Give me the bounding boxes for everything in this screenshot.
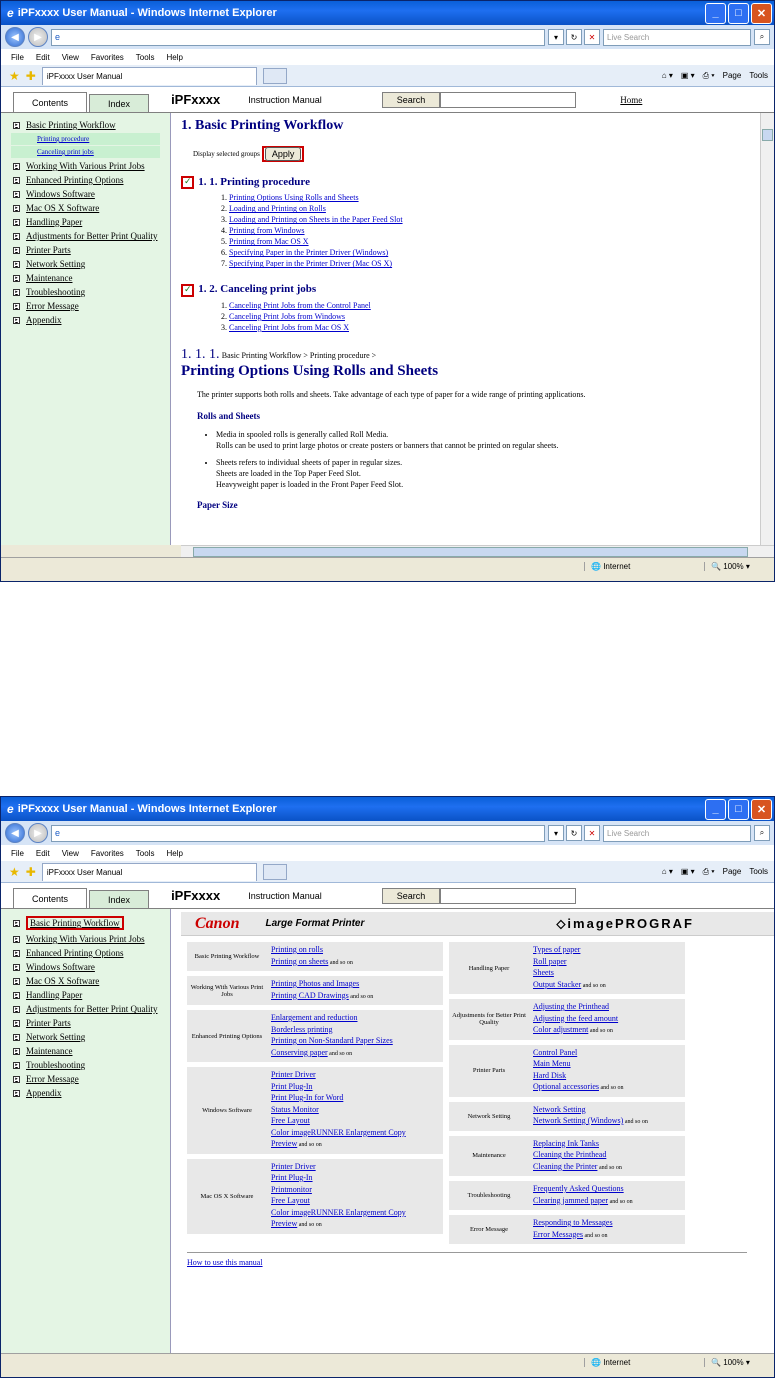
category-link[interactable]: Printing CAD Drawings bbox=[271, 990, 349, 1000]
menu-view[interactable]: View bbox=[61, 848, 79, 858]
expand-icon: ▸ bbox=[13, 1034, 20, 1041]
expand-icon: ▸ bbox=[13, 233, 20, 240]
back-button[interactable]: ◀ bbox=[5, 27, 25, 47]
close-button[interactable]: ✕ bbox=[751, 799, 772, 820]
menu-help[interactable]: Help bbox=[166, 52, 183, 62]
apply-button[interactable]: Apply bbox=[265, 147, 302, 161]
canon-logo: Canon bbox=[195, 914, 240, 932]
address-bar[interactable] bbox=[51, 825, 545, 842]
page-icon: e bbox=[55, 828, 61, 838]
address-toolbar bbox=[1, 821, 774, 845]
category-row bbox=[449, 942, 685, 994]
and-so-on-text: and so on bbox=[588, 1028, 613, 1034]
category-label: Mac OS X Software bbox=[187, 1159, 267, 1234]
expand-icon: ▸ bbox=[13, 303, 20, 310]
category-links bbox=[529, 1102, 685, 1131]
category-link[interactable]: Printer Driver bbox=[271, 1161, 316, 1171]
menu-favorites[interactable]: Favorites bbox=[90, 848, 124, 858]
and-so-on-text: and so on bbox=[581, 982, 606, 989]
sidebar-item-various-jobs[interactable]: ▸ Working With Various Print Jobs bbox=[1, 932, 170, 946]
category-link[interactable]: Print Plug-In bbox=[271, 1081, 313, 1091]
status-internet: 🌐 Internet bbox=[584, 1358, 704, 1367]
category-links bbox=[529, 1181, 685, 1210]
right-category-column bbox=[449, 942, 685, 1244]
category-link[interactable]: Optional accessories bbox=[533, 1082, 599, 1091]
sidebar-item-windows[interactable]: ▸ Windows Software bbox=[1, 960, 170, 974]
category-link[interactable]: Types of paper bbox=[533, 945, 581, 954]
expand-icon: ▸ bbox=[13, 122, 20, 129]
expand-icon: ▸ bbox=[13, 261, 20, 268]
section-2-list bbox=[181, 300, 764, 333]
category-link[interactable]: Print Plug-In bbox=[271, 1173, 313, 1182]
bullet-list: • Media in spooled rolls is generally called Roll Media. Rolls can be used to print large photos or create posters or banners that cannot be printed on regular sheets. • Sheets refers to individual sheets of paper in regular sizes. Sheets are loaded in the Top Paper Feed Slot. Heavyweight paper is loaded in the Front Paper Feed Slot. bbox=[181, 429, 764, 490]
feeds-icon[interactable]: ▣ ▾ bbox=[680, 70, 695, 80]
category-links bbox=[267, 942, 443, 971]
link-loading-rolls[interactable]: Loading and Printing on Rolls bbox=[229, 204, 326, 214]
tab-contents[interactable]: Contents bbox=[13, 92, 87, 112]
window-title: iPFxxxx User Manual - Windows Internet Explorer bbox=[17, 803, 277, 815]
category-link[interactable]: Print Plug-In for Word bbox=[271, 1093, 344, 1102]
sidebar-item-parts[interactable]: ▸ Printer Parts bbox=[1, 243, 170, 257]
category-link[interactable]: Network Setting bbox=[533, 1104, 586, 1114]
category-links bbox=[529, 1045, 685, 1097]
category-row bbox=[449, 1181, 685, 1210]
search-input[interactable]: Live Search bbox=[603, 825, 751, 842]
category-link[interactable]: Adjusting the feed amount bbox=[533, 1013, 619, 1023]
category-link[interactable]: Output Stacker bbox=[533, 979, 582, 989]
expand-icon: ▸ bbox=[13, 247, 20, 254]
category-links bbox=[529, 1136, 685, 1177]
favorites-bar bbox=[1, 65, 774, 87]
category-link[interactable]: Roll paper bbox=[533, 956, 567, 966]
and-so-on-text: and so on bbox=[623, 1119, 648, 1125]
sidebar-item-adjustments[interactable]: ▸ Adjustments for Better Print Quality bbox=[1, 1002, 170, 1016]
link-specifying-windows[interactable]: Specifying Paper in the Printer Driver (Windows) bbox=[229, 248, 389, 258]
category-row bbox=[449, 1102, 685, 1131]
expand-icon: ▸ bbox=[13, 1090, 20, 1097]
category-link[interactable]: Conserving paper bbox=[271, 1047, 328, 1057]
category-link[interactable]: Frequently Asked Questions bbox=[533, 1184, 624, 1193]
title-bar bbox=[1, 1, 774, 25]
link-specifying-mac[interactable]: Specifying Paper in the Printer Driver (Mac OS X) bbox=[229, 259, 393, 269]
sidebar-subitem-printing-procedure[interactable]: Printing procedure bbox=[11, 133, 160, 145]
expand-icon: ▸ bbox=[13, 920, 20, 927]
category-links bbox=[267, 1010, 443, 1062]
link-cancel-panel[interactable]: Canceling Print Jobs from the Control Panel bbox=[229, 300, 371, 310]
main-content bbox=[171, 909, 774, 1353]
imageprograf-logo: ⬦imagePROGRAF bbox=[556, 915, 694, 931]
window-title: iPFxxxx User Manual - Windows Internet Explorer bbox=[17, 7, 277, 19]
refresh-button[interactable]: ↻ bbox=[566, 29, 582, 45]
search-button[interactable]: Search bbox=[382, 888, 441, 904]
address-toolbar bbox=[1, 25, 774, 49]
and-so-on-text: and so on bbox=[608, 1198, 633, 1205]
expand-icon: ▸ bbox=[13, 992, 20, 999]
category-link[interactable]: Preview bbox=[271, 1219, 298, 1228]
category-grid bbox=[181, 936, 774, 1244]
title-bar bbox=[1, 797, 774, 821]
large-format-label: Large Format Printer bbox=[265, 918, 365, 929]
category-row bbox=[449, 1215, 685, 1244]
category-link[interactable]: Color imageRUNNER Enlargement Copy bbox=[271, 1207, 406, 1217]
status-bar bbox=[1, 1353, 774, 1371]
close-button[interactable]: ✕ bbox=[751, 3, 772, 24]
category-link[interactable]: Status Monitor bbox=[271, 1104, 319, 1114]
menu-bar bbox=[1, 49, 774, 65]
category-link[interactable]: Preview bbox=[271, 1139, 298, 1148]
page-menu[interactable]: Page bbox=[722, 70, 742, 80]
page-menu[interactable]: Page bbox=[722, 866, 742, 876]
favorites-star-icon[interactable]: ★ bbox=[9, 68, 20, 83]
menu-edit[interactable]: Edit bbox=[35, 848, 50, 858]
tab-index[interactable]: Index bbox=[89, 890, 149, 908]
category-link[interactable]: Printing on Non-Standard Paper Sizes bbox=[271, 1036, 393, 1045]
and-so-on-text: and so on bbox=[597, 1164, 622, 1171]
print-icon[interactable]: ⎙ ▾ bbox=[702, 70, 715, 80]
ie-window-2 bbox=[0, 796, 775, 1378]
expand-icon: ▸ bbox=[13, 275, 20, 282]
manual-subtitle: Instruction Manual bbox=[248, 94, 322, 105]
category-row bbox=[187, 1010, 443, 1062]
paper-size-heading: Paper Size bbox=[197, 499, 238, 510]
page-title: 1. Basic Printing Workflow bbox=[181, 118, 344, 133]
maximize-button[interactable]: □ bbox=[728, 799, 749, 820]
section-1-list bbox=[181, 192, 764, 269]
main-content bbox=[171, 113, 774, 545]
and-so-on-text: and so on bbox=[582, 1232, 608, 1239]
and-so-on-text: and so on bbox=[348, 993, 374, 1000]
stop-button[interactable]: ✕ bbox=[584, 29, 600, 45]
sidebar-item-windows[interactable]: ▸ Windows Software bbox=[1, 187, 170, 201]
forward-button[interactable]: ▶ bbox=[28, 27, 48, 47]
forward-button[interactable]: ▶ bbox=[28, 823, 48, 843]
manual-search-input[interactable] bbox=[440, 888, 576, 904]
category-row bbox=[449, 1136, 685, 1177]
sidebar bbox=[1, 113, 171, 545]
page-icon: e bbox=[55, 32, 61, 42]
sidebar-item-various-jobs[interactable]: ▸ Working With Various Print Jobs bbox=[1, 159, 170, 173]
section-number: 1. 1. 1. bbox=[181, 346, 220, 362]
category-link[interactable]: Cleaning the Printer bbox=[533, 1161, 598, 1171]
new-tab-button[interactable] bbox=[263, 68, 287, 84]
search-icon[interactable]: ⌕ bbox=[754, 29, 770, 45]
category-label: Printer Parts bbox=[449, 1045, 529, 1097]
link-printing-windows[interactable]: Printing from Windows bbox=[229, 226, 305, 236]
home-link[interactable]: Home bbox=[620, 94, 643, 105]
breadcrumb: Basic Printing Workflow > Printing procedure > bbox=[221, 350, 377, 360]
tab-contents[interactable]: Contents bbox=[13, 888, 87, 908]
hscroll-thumb[interactable] bbox=[193, 547, 748, 557]
add-favorite-icon[interactable]: ✚ bbox=[25, 864, 36, 879]
sidebar-subitem-canceling[interactable]: Canceling print jobs bbox=[11, 146, 160, 158]
group-2-checkbox[interactable] bbox=[181, 284, 194, 297]
tools-menu[interactable]: Tools bbox=[749, 866, 768, 876]
expand-icon: ▸ bbox=[13, 177, 20, 184]
category-link[interactable]: Control Panel bbox=[533, 1047, 578, 1057]
expand-icon: ▸ bbox=[13, 978, 20, 985]
zoom-control[interactable]: 🔍 100% ▾ bbox=[704, 562, 774, 571]
category-label: Adjustments for Better Print Quality bbox=[449, 999, 529, 1040]
address-bar[interactable] bbox=[51, 29, 545, 46]
sidebar-item-adjustments[interactable]: ▸ Adjustments for Better Print Quality bbox=[1, 229, 170, 243]
link-loading-sheets[interactable]: Loading and Printing on Sheets in the Paper Feed Slot bbox=[229, 215, 403, 225]
rolls-heading: Rolls and Sheets bbox=[197, 410, 261, 421]
section-heading: Printing Options Using Rolls and Sheets bbox=[181, 362, 439, 379]
sidebar-item-parts[interactable]: ▸ Printer Parts bbox=[1, 1016, 170, 1030]
home-icon[interactable]: ⌂ ▾ bbox=[661, 70, 673, 80]
category-link[interactable]: Adjusting the Printhead bbox=[533, 1002, 609, 1011]
ie-logo-icon: e bbox=[7, 802, 14, 816]
category-label: Error Message bbox=[449, 1215, 529, 1244]
search-button[interactable]: Search bbox=[382, 92, 441, 108]
category-link[interactable]: Hard Disk bbox=[533, 1070, 567, 1080]
link-cancel-mac[interactable]: Canceling Print Jobs from Mac OS X bbox=[229, 322, 349, 332]
vertical-scrollbar[interactable] bbox=[760, 113, 774, 545]
sidebar-item-basic-printing[interactable]: ▸ Basic Printing Workflow bbox=[1, 118, 170, 132]
category-link[interactable]: Free Layout bbox=[271, 1116, 310, 1125]
section-2-title: 1. 2. Canceling print jobs bbox=[198, 283, 317, 296]
category-row bbox=[449, 999, 685, 1040]
category-link[interactable]: Responding to Messages bbox=[533, 1218, 613, 1227]
and-so-on-text: and so on bbox=[297, 1142, 322, 1148]
category-link[interactable]: Error Messages bbox=[533, 1229, 583, 1239]
search-icon[interactable]: ⌕ bbox=[754, 825, 770, 841]
and-so-on-text: and so on bbox=[598, 1085, 624, 1091]
expand-icon: ▸ bbox=[13, 219, 20, 226]
browser-tab[interactable]: iPFxxxx User Manual bbox=[42, 863, 257, 881]
sidebar-item-troubleshooting[interactable]: ▸ Troubleshooting bbox=[1, 1058, 170, 1072]
sidebar-item-enhanced[interactable]: ▸ Enhanced Printing Options bbox=[1, 946, 170, 960]
category-link[interactable]: Printing on sheets bbox=[271, 956, 329, 966]
category-link[interactable]: Free Layout bbox=[271, 1196, 310, 1205]
favorites-star-icon[interactable]: ★ bbox=[9, 864, 20, 879]
category-link[interactable]: Enlargement and reduction bbox=[271, 1013, 358, 1022]
canon-header bbox=[181, 912, 774, 936]
category-row bbox=[187, 976, 443, 1005]
sidebar-item-error[interactable]: ▸ Error Message bbox=[1, 299, 170, 313]
sidebar-item-appendix[interactable]: ▸ Appendix bbox=[1, 313, 170, 327]
sidebar-item-maintenance[interactable]: ▸ Maintenance bbox=[1, 271, 170, 285]
category-link[interactable]: Clearing jammed paper bbox=[533, 1195, 609, 1205]
category-label: Windows Software bbox=[187, 1067, 267, 1154]
new-tab-button[interactable] bbox=[263, 864, 287, 880]
expand-icon: ▸ bbox=[13, 964, 20, 971]
category-label: Network Setting bbox=[449, 1102, 529, 1131]
display-label: Display selected groups bbox=[193, 150, 260, 158]
menu-view[interactable]: View bbox=[61, 52, 79, 62]
category-link[interactable]: Color adjustment bbox=[533, 1025, 589, 1034]
manual-search-input[interactable] bbox=[440, 92, 576, 108]
sidebar-item-mac[interactable]: ▸ Mac OS X Software bbox=[1, 201, 170, 215]
category-link[interactable]: Printer Driver bbox=[271, 1070, 316, 1079]
category-links bbox=[267, 1067, 443, 1154]
category-label: Basic Printing Workflow bbox=[187, 942, 267, 971]
expand-icon: ▸ bbox=[13, 289, 20, 296]
link-printing-mac[interactable]: Printing from Mac OS X bbox=[229, 237, 309, 247]
sidebar-item-network[interactable]: ▸ Network Setting bbox=[1, 257, 170, 271]
ie-logo-icon: e bbox=[7, 6, 14, 20]
expand-icon: ▸ bbox=[13, 1006, 20, 1013]
back-button[interactable]: ◀ bbox=[5, 823, 25, 843]
expand-icon: ▸ bbox=[13, 317, 20, 324]
category-link[interactable]: Network Setting (Windows) bbox=[533, 1116, 624, 1125]
category-row bbox=[449, 1045, 685, 1097]
sidebar-item-paper[interactable]: ▸ Handling Paper bbox=[1, 215, 170, 229]
category-label: Troubleshooting bbox=[449, 1181, 529, 1210]
link-cancel-windows[interactable]: Canceling Print Jobs from Windows bbox=[229, 311, 345, 321]
status-internet: 🌐 Internet bbox=[584, 562, 704, 571]
category-row bbox=[187, 1067, 443, 1154]
search-input[interactable]: Live Search bbox=[603, 29, 751, 46]
category-link[interactable]: Replacing Ink Tanks bbox=[533, 1138, 599, 1148]
sidebar-item-maintenance[interactable]: ▸ Maintenance bbox=[1, 1044, 170, 1058]
manual-subtitle: Instruction Manual bbox=[248, 890, 322, 901]
minimize-button[interactable]: _ bbox=[705, 799, 726, 820]
document-area bbox=[1, 883, 774, 1353]
address-dropdown-icon[interactable]: ▾ bbox=[548, 29, 564, 45]
how-to-use-link[interactable]: How to use this manual bbox=[187, 1258, 263, 1267]
category-label: Working With Various Print Jobs bbox=[187, 976, 267, 1005]
favorites-bar bbox=[1, 861, 774, 883]
category-label: Maintenance bbox=[449, 1136, 529, 1177]
expand-icon: ▸ bbox=[13, 936, 20, 943]
category-label: Enhanced Printing Options bbox=[187, 1010, 267, 1062]
sidebar-item-error[interactable]: ▸ Error Message bbox=[1, 1072, 170, 1086]
and-so-on-text: and so on bbox=[328, 959, 353, 966]
intro-text: The printer supports both rolls and sheets. Take advantage of each type of paper for a wide range of printing applications. bbox=[197, 389, 586, 399]
category-links bbox=[267, 1159, 443, 1234]
browser-tab[interactable]: iPFxxxx User Manual bbox=[42, 67, 257, 85]
address-dropdown-icon[interactable]: ▾ bbox=[548, 825, 564, 841]
scroll-thumb[interactable] bbox=[762, 129, 773, 141]
print-icon[interactable]: ⎙ ▾ bbox=[702, 866, 715, 876]
category-link[interactable]: Printmonitor bbox=[271, 1184, 312, 1194]
expand-icon: ▸ bbox=[13, 1076, 20, 1083]
category-link[interactable]: Printing on rolls bbox=[271, 945, 324, 954]
category-row bbox=[187, 942, 443, 971]
refresh-button[interactable]: ↻ bbox=[566, 825, 582, 841]
home-icon[interactable]: ⌂ ▾ bbox=[661, 866, 673, 876]
sidebar-item-appendix[interactable]: ▸ Appendix bbox=[1, 1086, 170, 1100]
sidebar-item-mac[interactable]: ▸ Mac OS X Software bbox=[1, 974, 170, 988]
manual-nav bbox=[1, 87, 774, 113]
category-links bbox=[529, 999, 685, 1040]
category-link[interactable]: Sheets bbox=[533, 968, 554, 977]
sidebar-item-network[interactable]: ▸ Network Setting bbox=[1, 1030, 170, 1044]
menu-help[interactable]: Help bbox=[166, 848, 183, 858]
category-label: Handling Paper bbox=[449, 942, 529, 994]
sidebar-item-paper[interactable]: ▸ Handling Paper bbox=[1, 988, 170, 1002]
expand-icon: ▸ bbox=[13, 205, 20, 212]
category-links bbox=[529, 942, 685, 994]
category-link[interactable]: Printing Photos and Images bbox=[271, 979, 360, 988]
menu-tools[interactable]: Tools bbox=[135, 52, 155, 62]
sidebar bbox=[1, 909, 171, 1353]
expand-icon: ▸ bbox=[13, 1020, 20, 1027]
menu-favorites[interactable]: Favorites bbox=[90, 52, 124, 62]
menu-edit[interactable]: Edit bbox=[35, 52, 50, 62]
brand: iPFxxxx bbox=[171, 888, 221, 903]
menu-file[interactable]: File bbox=[11, 848, 24, 858]
horizontal-scrollbar[interactable] bbox=[181, 545, 774, 557]
minimize-button[interactable]: _ bbox=[705, 3, 726, 24]
and-so-on-text: and so on bbox=[297, 1222, 322, 1228]
left-category-column bbox=[187, 942, 443, 1244]
section-1-title: 1. 1. Printing procedure bbox=[198, 176, 310, 188]
tab-index[interactable]: Index bbox=[89, 94, 149, 112]
category-link[interactable]: Borderless printing bbox=[271, 1024, 333, 1034]
expand-icon: ▸ bbox=[13, 163, 20, 170]
feeds-icon[interactable]: ▣ ▾ bbox=[680, 866, 695, 876]
category-links bbox=[267, 976, 443, 1005]
menu-file[interactable]: File bbox=[11, 52, 24, 62]
category-link[interactable]: Cleaning the Printhead bbox=[533, 1150, 607, 1159]
brand: iPFxxxx bbox=[171, 92, 221, 107]
menu-tools[interactable]: Tools bbox=[135, 848, 155, 858]
category-row bbox=[187, 1159, 443, 1234]
and-so-on-text: and so on bbox=[327, 1050, 353, 1057]
ie-window-1 bbox=[0, 0, 775, 582]
category-link[interactable]: Color imageRUNNER Enlargement Copy bbox=[271, 1127, 406, 1137]
stop-button[interactable]: ✕ bbox=[584, 825, 600, 841]
expand-icon: ▸ bbox=[13, 1062, 20, 1069]
sidebar-item-troubleshooting[interactable]: ▸ Troubleshooting bbox=[1, 285, 170, 299]
sidebar-item-enhanced[interactable]: ▸ Enhanced Printing Options bbox=[1, 173, 170, 187]
status-bar bbox=[1, 557, 774, 575]
manual-nav bbox=[1, 883, 774, 909]
add-favorite-icon[interactable]: ✚ bbox=[25, 68, 36, 83]
category-link[interactable]: Main Menu bbox=[533, 1059, 571, 1068]
category-links bbox=[529, 1215, 685, 1244]
group-1-checkbox[interactable] bbox=[181, 176, 194, 189]
sidebar-item-basic-printing[interactable]: ▸ Basic Printing Workflow bbox=[1, 914, 170, 932]
expand-icon: ▸ bbox=[13, 950, 20, 957]
link-printing-options[interactable]: Printing Options Using Rolls and Sheets bbox=[229, 193, 359, 203]
menu-bar bbox=[1, 845, 774, 861]
document-area bbox=[1, 87, 774, 545]
tools-menu[interactable]: Tools bbox=[749, 70, 768, 80]
maximize-button[interactable]: □ bbox=[728, 3, 749, 24]
expand-icon: ▸ bbox=[13, 1048, 20, 1055]
zoom-control[interactable]: 🔍 100% ▾ bbox=[704, 1358, 774, 1367]
expand-icon: ▸ bbox=[13, 191, 20, 198]
